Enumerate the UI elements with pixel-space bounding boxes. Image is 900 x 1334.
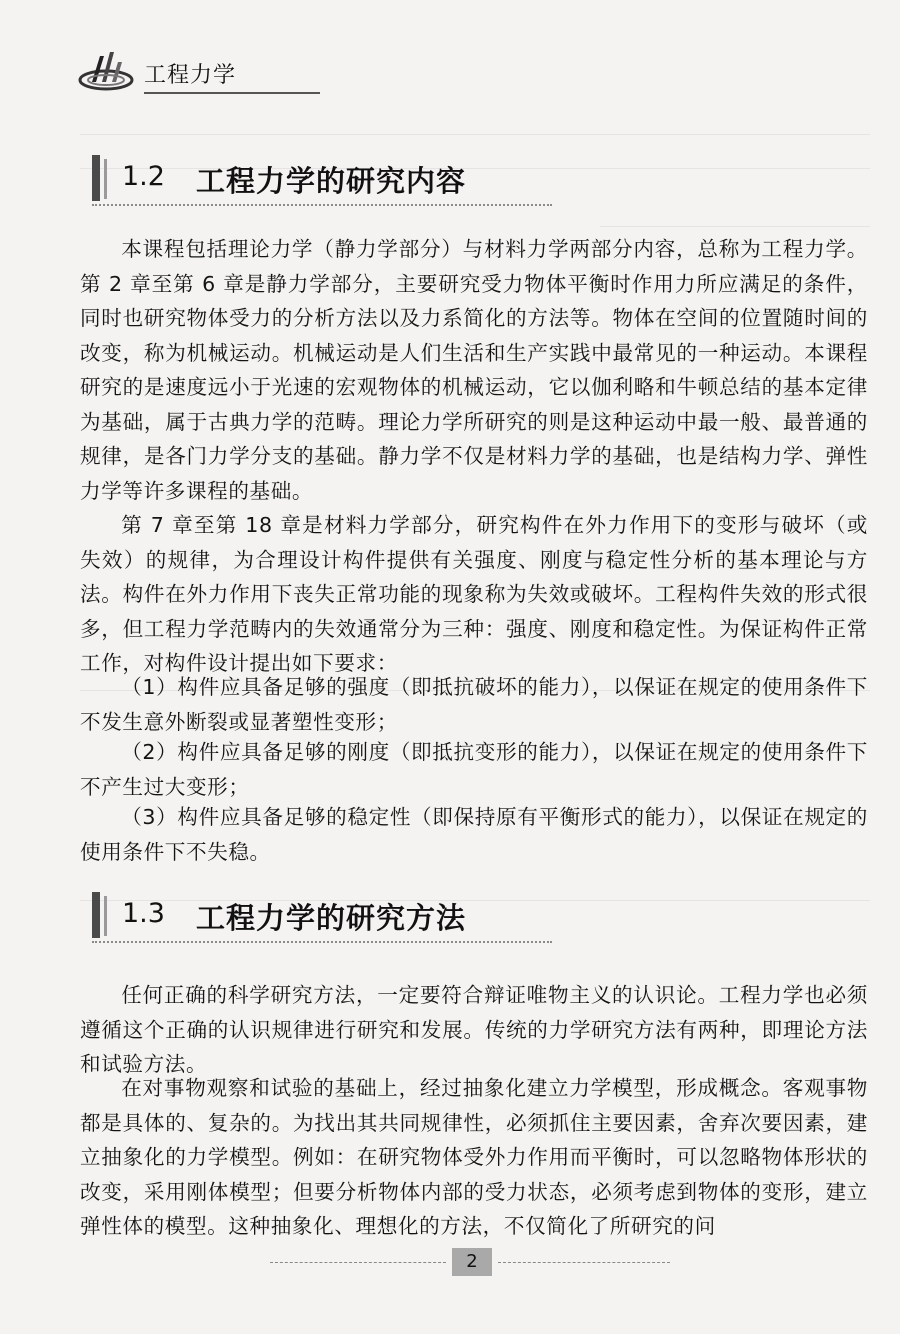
paragraph-methods: 任何正确的科学研究方法，一定要符合辩证唯物主义的认识论。工程力学也必须遵循这个正确的认识规律进行研究和发展。传统的力学研究方法有两种，即理论方法和试验方法。	[80, 983, 868, 1076]
page-header	[78, 40, 244, 96]
heading-bar-light	[104, 896, 107, 936]
paragraph-intro: 本课程包括理论力学（静力学部分）与材料力学两部分内容，总称为工程力学。第 2 章至第 6 章是静力学部分，主要研究受力物体平衡时作用力所应满足的条件，同时也研究物体受力的分析方法以及力系简化的方法等。物体在空间的位置随时间的改变，称为机械运动。机械运动是人们生活和生产实践中最常见的一种运动。本课程研究的是速度远小于光速的宏观物体的机械运动，它以伽利略和牛顿总结的基本定律为基础，属于古典力学的范畴。理论力学所研究的则是这种运动中最一般、最普通的规律，是各门力学分支的基础。静力学不仅是材料力学的基础，也是结构力学、弹性力学等许多课程的基础。	[80, 237, 868, 503]
footer-rule-left	[270, 1262, 446, 1263]
book-logo-icon	[78, 46, 134, 94]
section-title: 工程力学的研究方法	[196, 901, 467, 935]
paragraph-materials: 第 7 章至第 18 章是材料力学部分，研究构件在外力作用下的变形与破坏（或失效）的规律，为合理设计构件提供有关强度、刚度与稳定性分析的基本理论与方法。构件在外力作用下丧失正常功能的现象称为失效或破坏。工程构件失效的形式很多，但工程力学范畴内的失效通常分为三种：强度、刚度和稳定性。为保证构件正常工作，对构件设计提出如下要求：	[80, 513, 868, 675]
section-number: 1.2	[122, 161, 165, 192]
section-heading-1-2	[92, 155, 552, 201]
section-title: 工程力学的研究内容	[196, 164, 467, 198]
paragraph-modeling: 在对事物观察和试验的基础上，经过抽象化建立力学模型，形成概念。客观事物都是具体的、复杂的。为找出其共同规律性，必须抓住主要因素，舍弃次要因素，建立抽象化的力学模型。例如：在研究物体受外力作用而平衡时，可以忽略物体形状的改变，采用刚体模型；但要分析物体内部的受力状态，必须考虑到物体的变形，建立弹性体的模型。这种抽象化、理想化的方法，不仅简化了所研究的问	[80, 1076, 868, 1238]
section-heading-1-3	[92, 892, 552, 938]
heading-bar-dark	[92, 155, 100, 201]
book-title: 工程力学	[144, 63, 237, 88]
requirement-stability: （3）构件应具备足够的稳定性（即保持原有平衡形式的能力），以保证在规定的使用条件下不失稳。	[80, 805, 868, 864]
heading-underline	[92, 204, 552, 206]
requirement-strength: （1）构件应具备足够的强度（即抵抗破坏的能力），以保证在规定的使用条件下不发生意外断裂或显著塑性变形；	[80, 675, 868, 734]
bleed-through-line	[600, 226, 870, 227]
requirement-stiffness: （2）构件应具备足够的刚度（即抵抗变形的能力），以保证在规定的使用条件下不产生过大变形；	[80, 740, 868, 799]
header-rule	[144, 92, 320, 94]
heading-underline	[92, 941, 552, 943]
page-number: 2	[452, 1248, 492, 1276]
heading-bar-light	[104, 159, 107, 199]
footer-rule-right	[498, 1262, 670, 1263]
section-number: 1.3	[122, 898, 165, 929]
bleed-through-line	[80, 134, 870, 135]
heading-bar-dark	[92, 892, 100, 938]
